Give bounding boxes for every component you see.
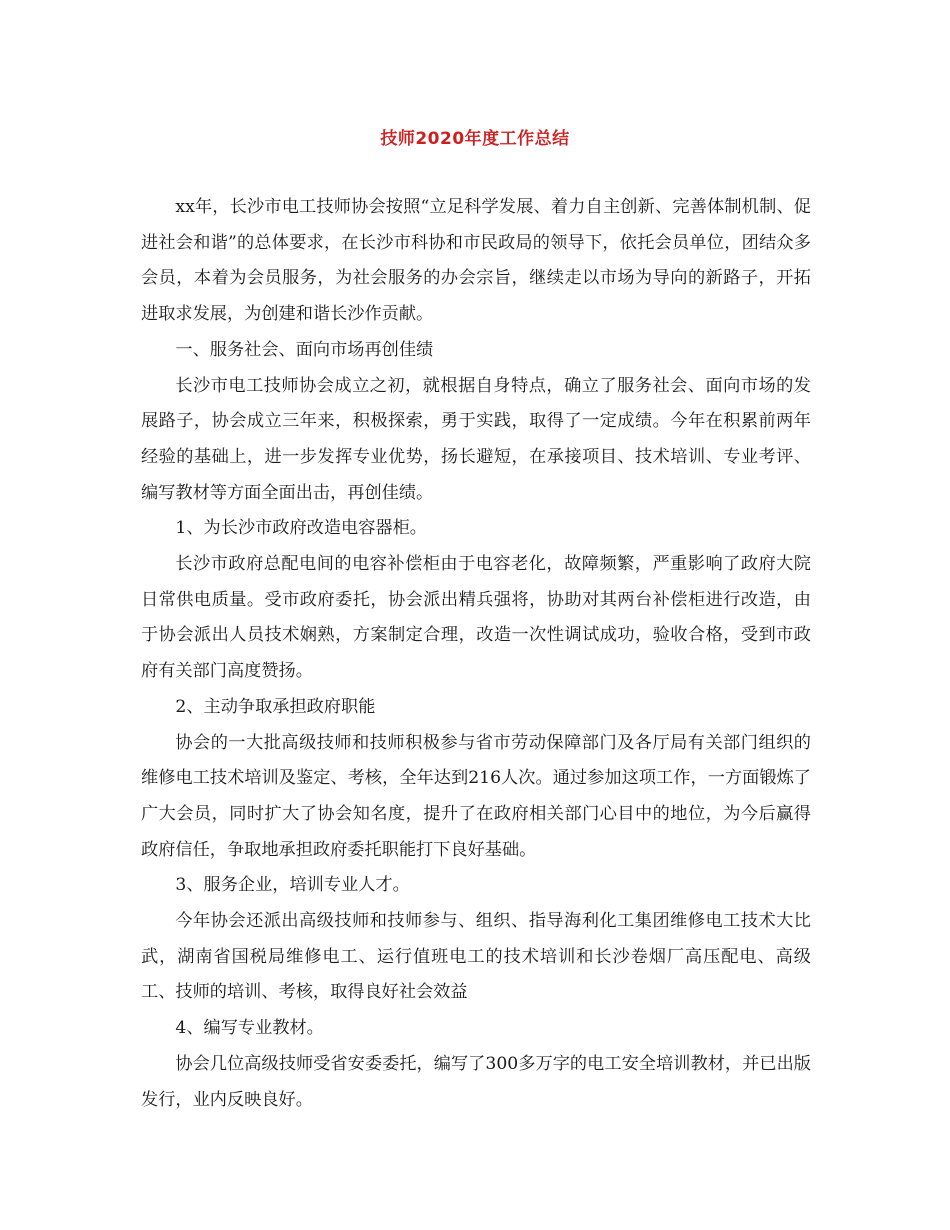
item-heading-4: 4、编写专业教材。 [175,1018,324,1039]
document-title: 技师2020年度工作总结 [380,129,570,149]
paragraph-item-4: 协会几位高级技师受省安委委托，编写了300多万字的电工安全培训教材，并已出版发行，业内反映良好。 [141,1053,811,1110]
paragraph-section-1: 长沙市电工技师协会成立之初，就根据自身特点，确立了服务社会、面向市场的发展路子，协会成立三年来，积极探索，勇于实践，取得了一定成绩。今年在积累前两年经验的基础上，进一步发挥专业优势，扬长避短，在承接项目、技术培训、专业考评、编写教材等方面全面出击，再创佳绩。 [141,375,811,503]
paragraph-intro: xx年，长沙市电工技师协会按照“立足科学发展、着力自主创新、完善体制机制、促进社会和谐”的总体要求，在长沙市科协和市民政局的领导下，依托会员单位，团结众多会员，本着为会员服务，为社会服务的办会宗旨，继续走以市场为导向的新路子，开拓进取求发展，为创建和谐长沙作贡献。 [141,197,811,325]
paragraph-item-3: 今年协会还派出高级技师和技师参与、组织、指导海利化工集团维修电工技术大比武，湖南省国税局维修电工、运行值班电工的技术培训和长沙卷烟厂高压配电、高级工、技师的培训、考核，取得良好社会效益 [141,911,811,1003]
item-heading-1: 1、为长沙市政府改造电容器柜。 [175,518,427,539]
section-heading-1: 一、服务社会、面向市场再创佳绩 [175,339,434,360]
item-heading-3: 3、服务企业，培训专业人才。 [175,875,410,896]
paragraph-item-1: 长沙市政府总配电间的电容补偿柜由于电容老化，故障频繁，严重影响了政府大院日常供电质量。受市政府委托，协会派出精兵强将，协助对其两台补偿柜进行改造，由于协会派出人员技术娴熟，方案制定合理，改造一次性调试成功，验收合格，受到市政府有关部门高度赞扬。 [141,554,811,682]
item-heading-2: 2、主动争取承担政府职能 [175,696,376,717]
paragraph-item-2: 协会的一大批高级技师和技师积极参与省市劳动保障部门及各厅局有关部门组织的维修电工技术培训及鉴定、考核，全年达到216人次。通过参加这项工作，一方面锻炼了广大会员，同时扩大了协会知名度，提升了在政府相关部门心目中的地位，为今后赢得政府信任，争取地承担政府委托职能打下良好基础。 [141,732,811,860]
document-body [141,190,811,1118]
